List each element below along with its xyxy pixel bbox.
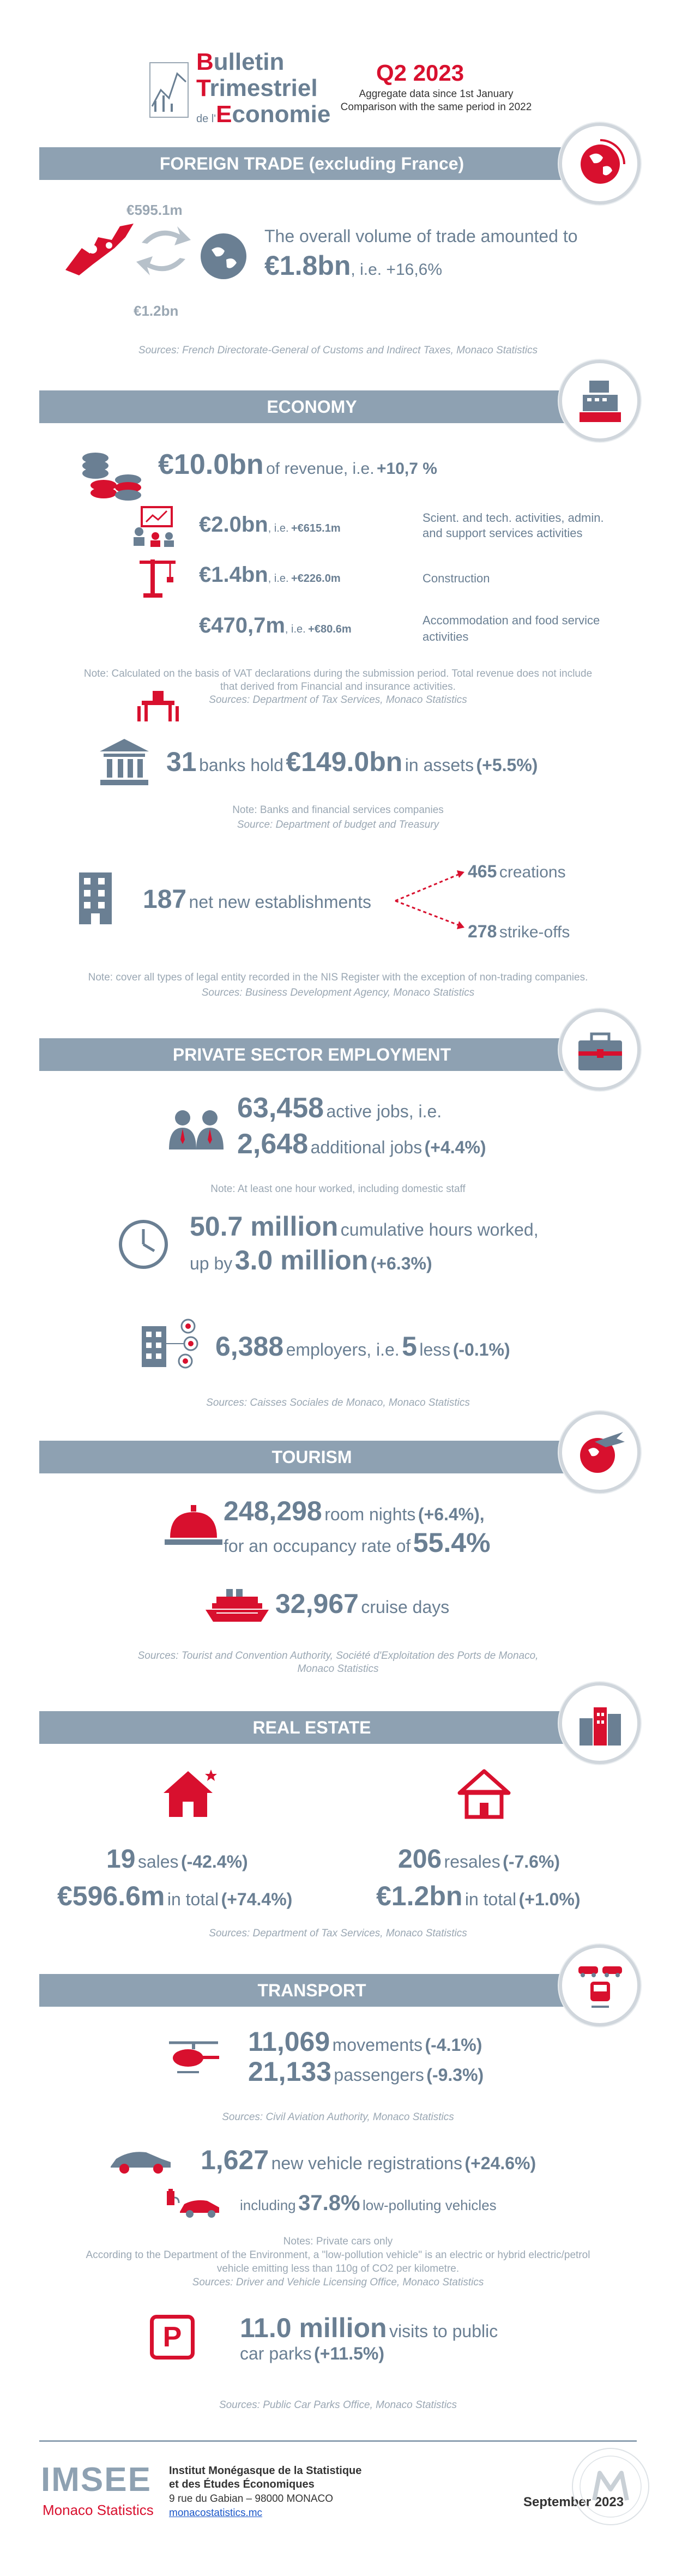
split-arrows-icon [393, 867, 469, 932]
creations-count: 465 [468, 862, 497, 881]
employment-source: Sources: Caisses Sociales de Monaco, Monaco Statistics [206, 1397, 470, 1409]
header-logo [144, 41, 341, 128]
resales-total-text: in total [464, 1889, 517, 1909]
hours-text: cumulative hours worked, [340, 1220, 539, 1239]
employers-value: 6,388 [215, 1331, 284, 1362]
chart-logo-icon [144, 52, 199, 123]
reception-bell-icon [164, 1502, 224, 1549]
add-jobs-line [237, 1128, 486, 1160]
hours-up-line [190, 1244, 432, 1276]
resales-line [398, 1844, 560, 1874]
employers-line [215, 1331, 510, 1362]
economy-row-3 [199, 613, 352, 638]
tourism-source1: Sources: Tourist and Convention Authority, Société d'Exploitation des Ports de Monaco, [137, 1650, 539, 1662]
sales-total-line [57, 1880, 292, 1912]
parking-line [240, 2312, 498, 2344]
hours-delta: 3.0 million [234, 1245, 369, 1275]
foreign-trade-badge [559, 123, 641, 204]
trade-change: , i.e. +16,6% [351, 261, 443, 279]
real-estate-source: Sources: Department of Tax Services, Monaco Statistics [209, 1928, 467, 1939]
row3-label2: activities [422, 630, 469, 643]
globe-icon [573, 137, 627, 191]
coins-icon [79, 442, 150, 502]
row1-value: €2.0bn [199, 513, 268, 537]
banks-count: 31 [166, 747, 197, 777]
banks-line [166, 746, 538, 778]
establishments-line [143, 884, 371, 914]
sales-change: (-42.4%) [181, 1852, 248, 1871]
transport-source1: Sources: Civil Aviation Authority, Monaco Statistics [222, 2111, 454, 2123]
cruise-ship-icon [204, 1586, 270, 1624]
economy-row-2 [199, 563, 341, 587]
transport-note2: According to the Department of the Environment, a "low-pollution vehicle" is an electric or hybrid electric/petrol [86, 2249, 590, 2261]
revenue-line [158, 448, 437, 481]
banks-text: banks hold [199, 755, 283, 775]
creations-line [468, 862, 566, 882]
economy-note1: Note: Calculated on the basis of VAT declarations during the submission period. Total revenue does not include [83, 668, 593, 679]
logo-conomie: conomie [232, 101, 331, 128]
sales-total: €596.6m [57, 1881, 165, 1911]
monaco-map-icon [60, 215, 142, 281]
tourism-badge [559, 1411, 641, 1493]
movements-value: 11,069 [248, 2026, 330, 2057]
footer-divider [39, 2440, 637, 2442]
sales-line [106, 1844, 248, 1874]
hours-line [190, 1211, 539, 1242]
employers-icon [136, 1315, 202, 1370]
imports-value: €595.1m [126, 202, 183, 218]
parking-value: 11.0 million [240, 2313, 387, 2343]
section-banner-tourism: TOURISM [39, 1441, 584, 1473]
jobs-value: 63,458 [237, 1092, 324, 1124]
parking-sign [150, 2315, 195, 2360]
low-pre: including [240, 2197, 296, 2213]
est-count: 187 [143, 885, 187, 914]
building-icon [76, 870, 114, 927]
resales-total-line [376, 1880, 581, 1912]
bank-icon [97, 736, 152, 788]
car-icon [108, 2146, 173, 2176]
sales-total-change: (+74.4%) [221, 1889, 293, 1909]
row1-change: +€615.1m [291, 522, 341, 534]
occupancy-value: 55.4% [413, 1527, 491, 1558]
creations-text: creations [499, 863, 566, 881]
parking-text: visits to public [389, 2321, 498, 2341]
workers-icon [166, 1107, 226, 1151]
resales-change: (-7.6%) [503, 1852, 560, 1871]
resales-total: €1.2bn [376, 1881, 463, 1911]
cash-register-icon [573, 374, 627, 429]
passengers-text: passengers [334, 2065, 424, 2085]
section-banner-real-estate: REAL ESTATE [39, 1711, 584, 1744]
electric-car-icon [165, 2187, 222, 2219]
row3-label1: Accommodation and food service [422, 613, 600, 627]
transport-source3: Sources: Public Car Parks Office, Monaco Statistics [219, 2399, 457, 2411]
logo-rimestriel: rimestriel [209, 75, 318, 101]
nights-change: (+6.4%), [418, 1504, 485, 1524]
imsee-logo: IMSEE [41, 2461, 152, 2499]
jobs-line [237, 1092, 442, 1124]
transport-note3: vehicle emitting less than 110g of CO2 per kilometre. [216, 2263, 460, 2274]
jobs-text: active jobs, i.e. [326, 1102, 442, 1121]
banks-value: €149.0bn [286, 747, 403, 777]
trade-value-line [264, 250, 442, 281]
row3-change: +€80.6m [308, 623, 352, 635]
row1-label2: and support services activities [422, 526, 583, 540]
passengers-value: 21,133 [248, 2056, 331, 2087]
low-text: low-polluting vehicles [362, 2197, 497, 2213]
add-jobs-text: additional jobs [310, 1137, 422, 1157]
low-value: 37.8% [298, 2191, 360, 2215]
hours-value: 50.7 million [190, 1211, 339, 1242]
transport-note1: Notes: Private cars only [283, 2236, 393, 2247]
clock-icon [116, 1217, 171, 1272]
briefcase-icon [573, 1023, 627, 1078]
movements-line [248, 2026, 482, 2057]
row3-ie: , i.e. [285, 623, 306, 635]
passengers-change: (-9.3%) [426, 2065, 484, 2085]
occupancy-text: for an occupancy rate of [224, 1536, 411, 1556]
resales-total-change: (+1.0%) [518, 1889, 581, 1909]
parking-text2: car parks [240, 2344, 312, 2363]
transport-source2: Sources: Driver and Vehicle Licensing Office, Monaco Statistics [192, 2277, 484, 2288]
row2-label1: Construction [422, 571, 490, 585]
low-polluting-line [240, 2191, 497, 2216]
strikeoffs-line [468, 922, 570, 942]
strikeoffs-count: 278 [468, 922, 497, 941]
add-jobs-value: 2,648 [237, 1128, 309, 1160]
hours-up: up by [190, 1254, 233, 1273]
cruise-value: 32,967 [275, 1588, 359, 1619]
strikeoffs-text: strike-offs [499, 923, 570, 941]
logo-b: B [196, 49, 214, 75]
parking-letter: P [162, 2321, 182, 2353]
row2-value: €1.4bn [199, 563, 268, 587]
passengers-line [248, 2056, 484, 2087]
crane-icon [135, 555, 179, 599]
economy-badge [559, 360, 641, 442]
nights-value: 248,298 [224, 1496, 322, 1526]
revenue-value: €10.0bn [158, 449, 264, 480]
employment-note: Note: At least one hour worked, including domestic staff [210, 1183, 466, 1195]
institute-address: 9 rue du Gabian – 98000 MONACO [169, 2493, 334, 2505]
row3-value: €470,7m [199, 613, 285, 637]
movements-text: movements [332, 2035, 423, 2055]
cruise-line [275, 1588, 449, 1620]
nights-text: room nights [324, 1504, 416, 1524]
old-house-icon [457, 1767, 511, 1821]
row2-ie: , i.e. [268, 573, 289, 585]
logo-t: T [196, 75, 210, 101]
resales-value: 206 [398, 1845, 442, 1874]
tourism-source2: Monaco Statistics [297, 1663, 379, 1675]
est-source: Sources: Business Development Agency, Monaco Statistics [201, 987, 475, 998]
sales-total-text: in total [167, 1889, 219, 1909]
employment-badge [559, 1009, 641, 1091]
movements-change: (-4.1%) [425, 2035, 482, 2055]
institute-name2: et des Études Économiques [169, 2478, 315, 2490]
revenue-text: of revenue, i.e. [266, 460, 375, 478]
buildings-icon [573, 1696, 627, 1751]
banks-note: Note: Banks and financial services companies [232, 804, 444, 816]
est-note: Note: cover all types of legal entity recorded in the NIS Register with the exception of non-trading companies. [88, 972, 588, 983]
trade-text: The overall volume of trade amounted to [264, 226, 578, 246]
section-banner-transport: TRANSPORT [39, 1974, 584, 2007]
section-banner-employment: PRIVATE SECTOR EMPLOYMENT [39, 1038, 584, 1071]
employers-change: (-0.1%) [452, 1340, 510, 1359]
banks-suffix: in assets [405, 755, 474, 775]
publication-date: September 2023 [523, 2495, 624, 2509]
section-banner-foreign-trade: FOREIGN TRADE (excluding France) [39, 147, 584, 180]
occupancy-line [224, 1527, 491, 1558]
employers-text: employers, i.e. [286, 1340, 400, 1359]
section-banner-economy: ECONOMY [39, 390, 584, 423]
helicopter-icon [164, 2038, 224, 2079]
trade-value: €1.8bn [264, 250, 351, 281]
trade-arrows-icon [134, 221, 194, 281]
quarter-title: Q2 2023 [376, 60, 464, 86]
seal-icon [570, 2446, 651, 2527]
sales-value: 19 [106, 1845, 136, 1874]
employers-less: less [419, 1340, 451, 1359]
cruise-text: cruise days [361, 1597, 450, 1617]
globe-small-icon [196, 229, 251, 284]
presentation-icon [131, 504, 180, 548]
est-text: net new establishments [189, 892, 371, 912]
revenue-change: +10,7 % [377, 460, 437, 478]
website-link[interactable]: monacostatistics.mc [169, 2507, 263, 2519]
parking-change: (+11.5%) [314, 2344, 385, 2363]
banks-source: Source: Department of budget and Treasury [237, 819, 439, 830]
row2-change: +€226.0m [291, 573, 341, 585]
header-sub1: Aggregate data since 1st January [359, 88, 514, 100]
reg-value: 1,627 [201, 2145, 269, 2175]
exports-value: €1.2bn [134, 303, 179, 319]
transport-badge [559, 1945, 641, 2026]
logo-e: E [216, 101, 232, 128]
logo-de: de l' [196, 113, 216, 125]
new-house-icon [161, 1767, 221, 1821]
plane-globe-icon [573, 1425, 627, 1480]
row1-ie: , i.e. [268, 522, 289, 534]
vehicles-icon [573, 1959, 627, 2013]
parking-line2 [240, 2344, 384, 2364]
foreign-trade-source: Sources: French Directorate-General of Customs and Indirect Taxes, Monaco Statistics [138, 345, 538, 356]
institute-name1: Institut Monégasque de la Statistique [169, 2465, 362, 2477]
economy-row-1 [199, 513, 341, 537]
reg-text: new vehicle registrations [271, 2153, 462, 2173]
nights-line [224, 1495, 485, 1527]
registrations-line [201, 2144, 536, 2176]
economy-source1: Sources: Department of Tax Services, Monaco Statistics [209, 694, 467, 706]
employers-less-num: 5 [402, 1331, 417, 1362]
row1-label1: Scient. and tech. activities, admin. [422, 511, 604, 525]
logo-ulletin: ulletin [213, 49, 285, 75]
banks-change: (+5.5%) [476, 755, 538, 775]
header-sub2: Comparison with the same period in 2022 [340, 101, 532, 113]
economy-note2: that derived from Financial and insurance activities. [220, 681, 456, 693]
real-estate-badge [559, 1682, 641, 1764]
sales-text: sales [137, 1852, 179, 1871]
monaco-statistics-label: Monaco Statistics [43, 2502, 154, 2518]
hours-change: (+6.3%) [370, 1254, 432, 1273]
add-jobs-change: (+4.4%) [424, 1137, 486, 1157]
reg-change: (+24.6%) [464, 2153, 536, 2173]
resales-text: resales [444, 1852, 500, 1871]
